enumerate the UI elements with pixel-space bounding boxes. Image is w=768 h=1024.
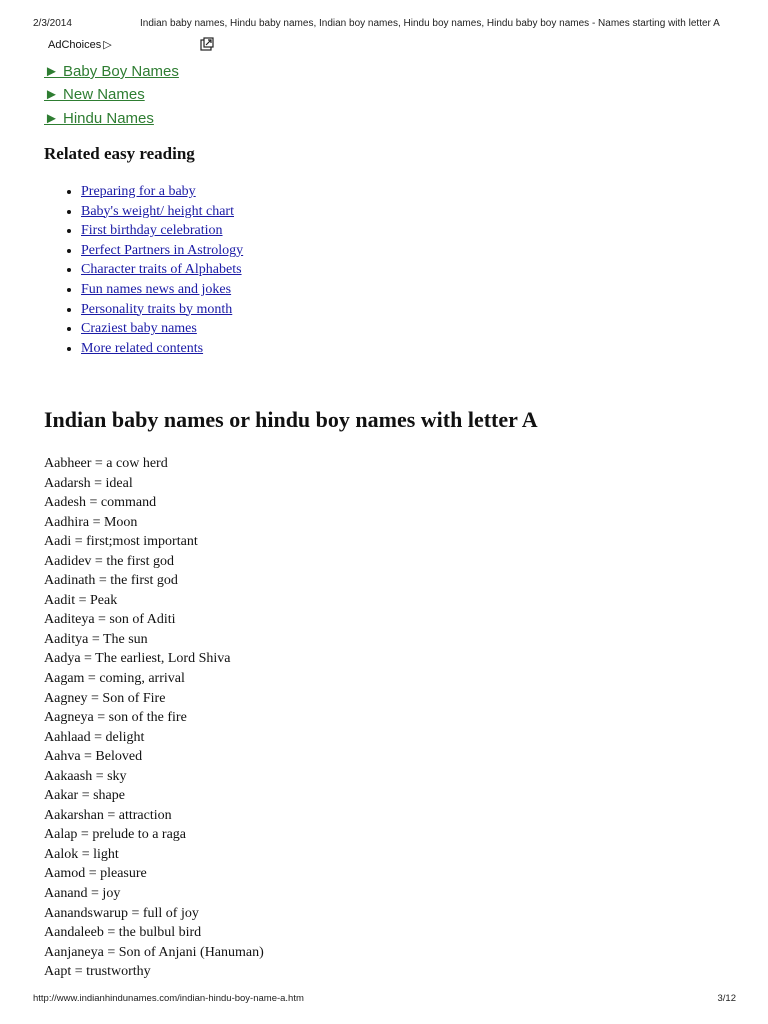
related-link[interactable]: Baby's weight/ height chart bbox=[81, 203, 234, 219]
name-entry: Aahva = Beloved bbox=[44, 749, 143, 765]
list-item bbox=[81, 300, 243, 320]
related-link[interactable]: Fun names news and jokes bbox=[81, 281, 232, 297]
name-entry: Aalap = prelude to a raga bbox=[44, 827, 186, 843]
name-entry: Aanand = joy bbox=[44, 886, 121, 902]
name-entry: Aagney = Son of Fire bbox=[44, 690, 166, 706]
related-link[interactable]: First birthday celebration bbox=[81, 223, 223, 239]
name-entry: Aaditya = The sun bbox=[44, 631, 148, 647]
list-item bbox=[81, 182, 243, 202]
list-item bbox=[81, 241, 243, 261]
main-heading: Indian baby names or hindu boy names with letter A bbox=[44, 407, 538, 432]
print-title: Indian baby names, Hindu baby names, Indian boy names, Hindu boy names, Hindu baby boy names - Names starting with letter A bbox=[140, 18, 720, 29]
name-entry: Aakaash = sky bbox=[44, 768, 127, 784]
adchoices-link[interactable] bbox=[48, 38, 112, 51]
names-list bbox=[44, 454, 264, 982]
list-item bbox=[81, 280, 243, 300]
name-entry: Aakarshan = attraction bbox=[44, 807, 172, 823]
list-item bbox=[81, 221, 243, 241]
name-entry: Aanjaneya = Son of Anjani (Hanuman) bbox=[44, 944, 264, 960]
nav-link-hindu-names[interactable]: ► Hindu Names bbox=[44, 109, 154, 127]
print-footer bbox=[0, 993, 768, 1007]
external-link-icon[interactable] bbox=[200, 37, 214, 51]
name-entry: Aadarsh = ideal bbox=[44, 475, 133, 491]
nav-link-baby-boy-names[interactable]: ► Baby Boy Names bbox=[44, 63, 179, 80]
name-entry: Aadhira = Moon bbox=[44, 514, 138, 530]
name-entry: Aalok = light bbox=[44, 846, 119, 862]
name-entry: Aaditeya = son of Aditi bbox=[44, 612, 176, 628]
nav-links bbox=[44, 60, 179, 130]
name-entry: Aagam = coming, arrival bbox=[44, 671, 185, 687]
list-item bbox=[81, 339, 243, 359]
related-list bbox=[44, 182, 243, 358]
list-item bbox=[81, 202, 243, 222]
name-entry: Aadit = Peak bbox=[44, 592, 118, 608]
name-entry: Aadidev = the first god bbox=[44, 553, 174, 569]
adchoices-label: AdChoices bbox=[48, 38, 102, 51]
related-heading: Related easy reading bbox=[44, 144, 195, 163]
name-entry: Aadinath = the first god bbox=[44, 573, 178, 589]
page-number: 3/12 bbox=[717, 993, 736, 1004]
name-entry: Aadi = first;most important bbox=[44, 534, 198, 550]
list-item bbox=[81, 260, 243, 280]
related-link[interactable]: More related contents bbox=[81, 340, 204, 356]
name-entry: Aamod = pleasure bbox=[44, 866, 147, 882]
name-entry: Aakar = shape bbox=[44, 788, 125, 804]
name-entry: Aanandswarup = full of joy bbox=[44, 905, 199, 921]
adchoices-icon: ▷ bbox=[103, 39, 112, 51]
print-date: 2/3/2014 bbox=[33, 18, 72, 29]
name-entry: Aabheer = a cow herd bbox=[44, 456, 168, 471]
related-link[interactable]: Perfect Partners in Astrology bbox=[81, 242, 244, 258]
related-link[interactable]: Preparing for a baby bbox=[81, 184, 196, 199]
name-entry: Aapt = trustworthy bbox=[44, 964, 151, 980]
nav-link-new-names[interactable]: ► New Names bbox=[44, 86, 145, 104]
name-entry: Aahlaad = delight bbox=[44, 729, 145, 745]
footer-url: http://www.indianhindunames.com/indian-hindu-boy-name-a.htm bbox=[33, 993, 304, 1004]
list-item bbox=[81, 319, 243, 339]
print-header bbox=[0, 18, 768, 32]
related-link[interactable]: Craziest baby names bbox=[81, 321, 197, 337]
name-entry: Aagneya = son of the fire bbox=[44, 710, 187, 726]
name-entry: Aadesh = command bbox=[44, 495, 157, 511]
related-link[interactable]: Character traits of Alphabets bbox=[81, 262, 242, 278]
related-link[interactable]: Personality traits by month bbox=[81, 301, 233, 317]
name-entry: Aandaleeb = the bulbul bird bbox=[44, 925, 202, 941]
name-entry: Aadya = The earliest, Lord Shiva bbox=[44, 651, 231, 667]
